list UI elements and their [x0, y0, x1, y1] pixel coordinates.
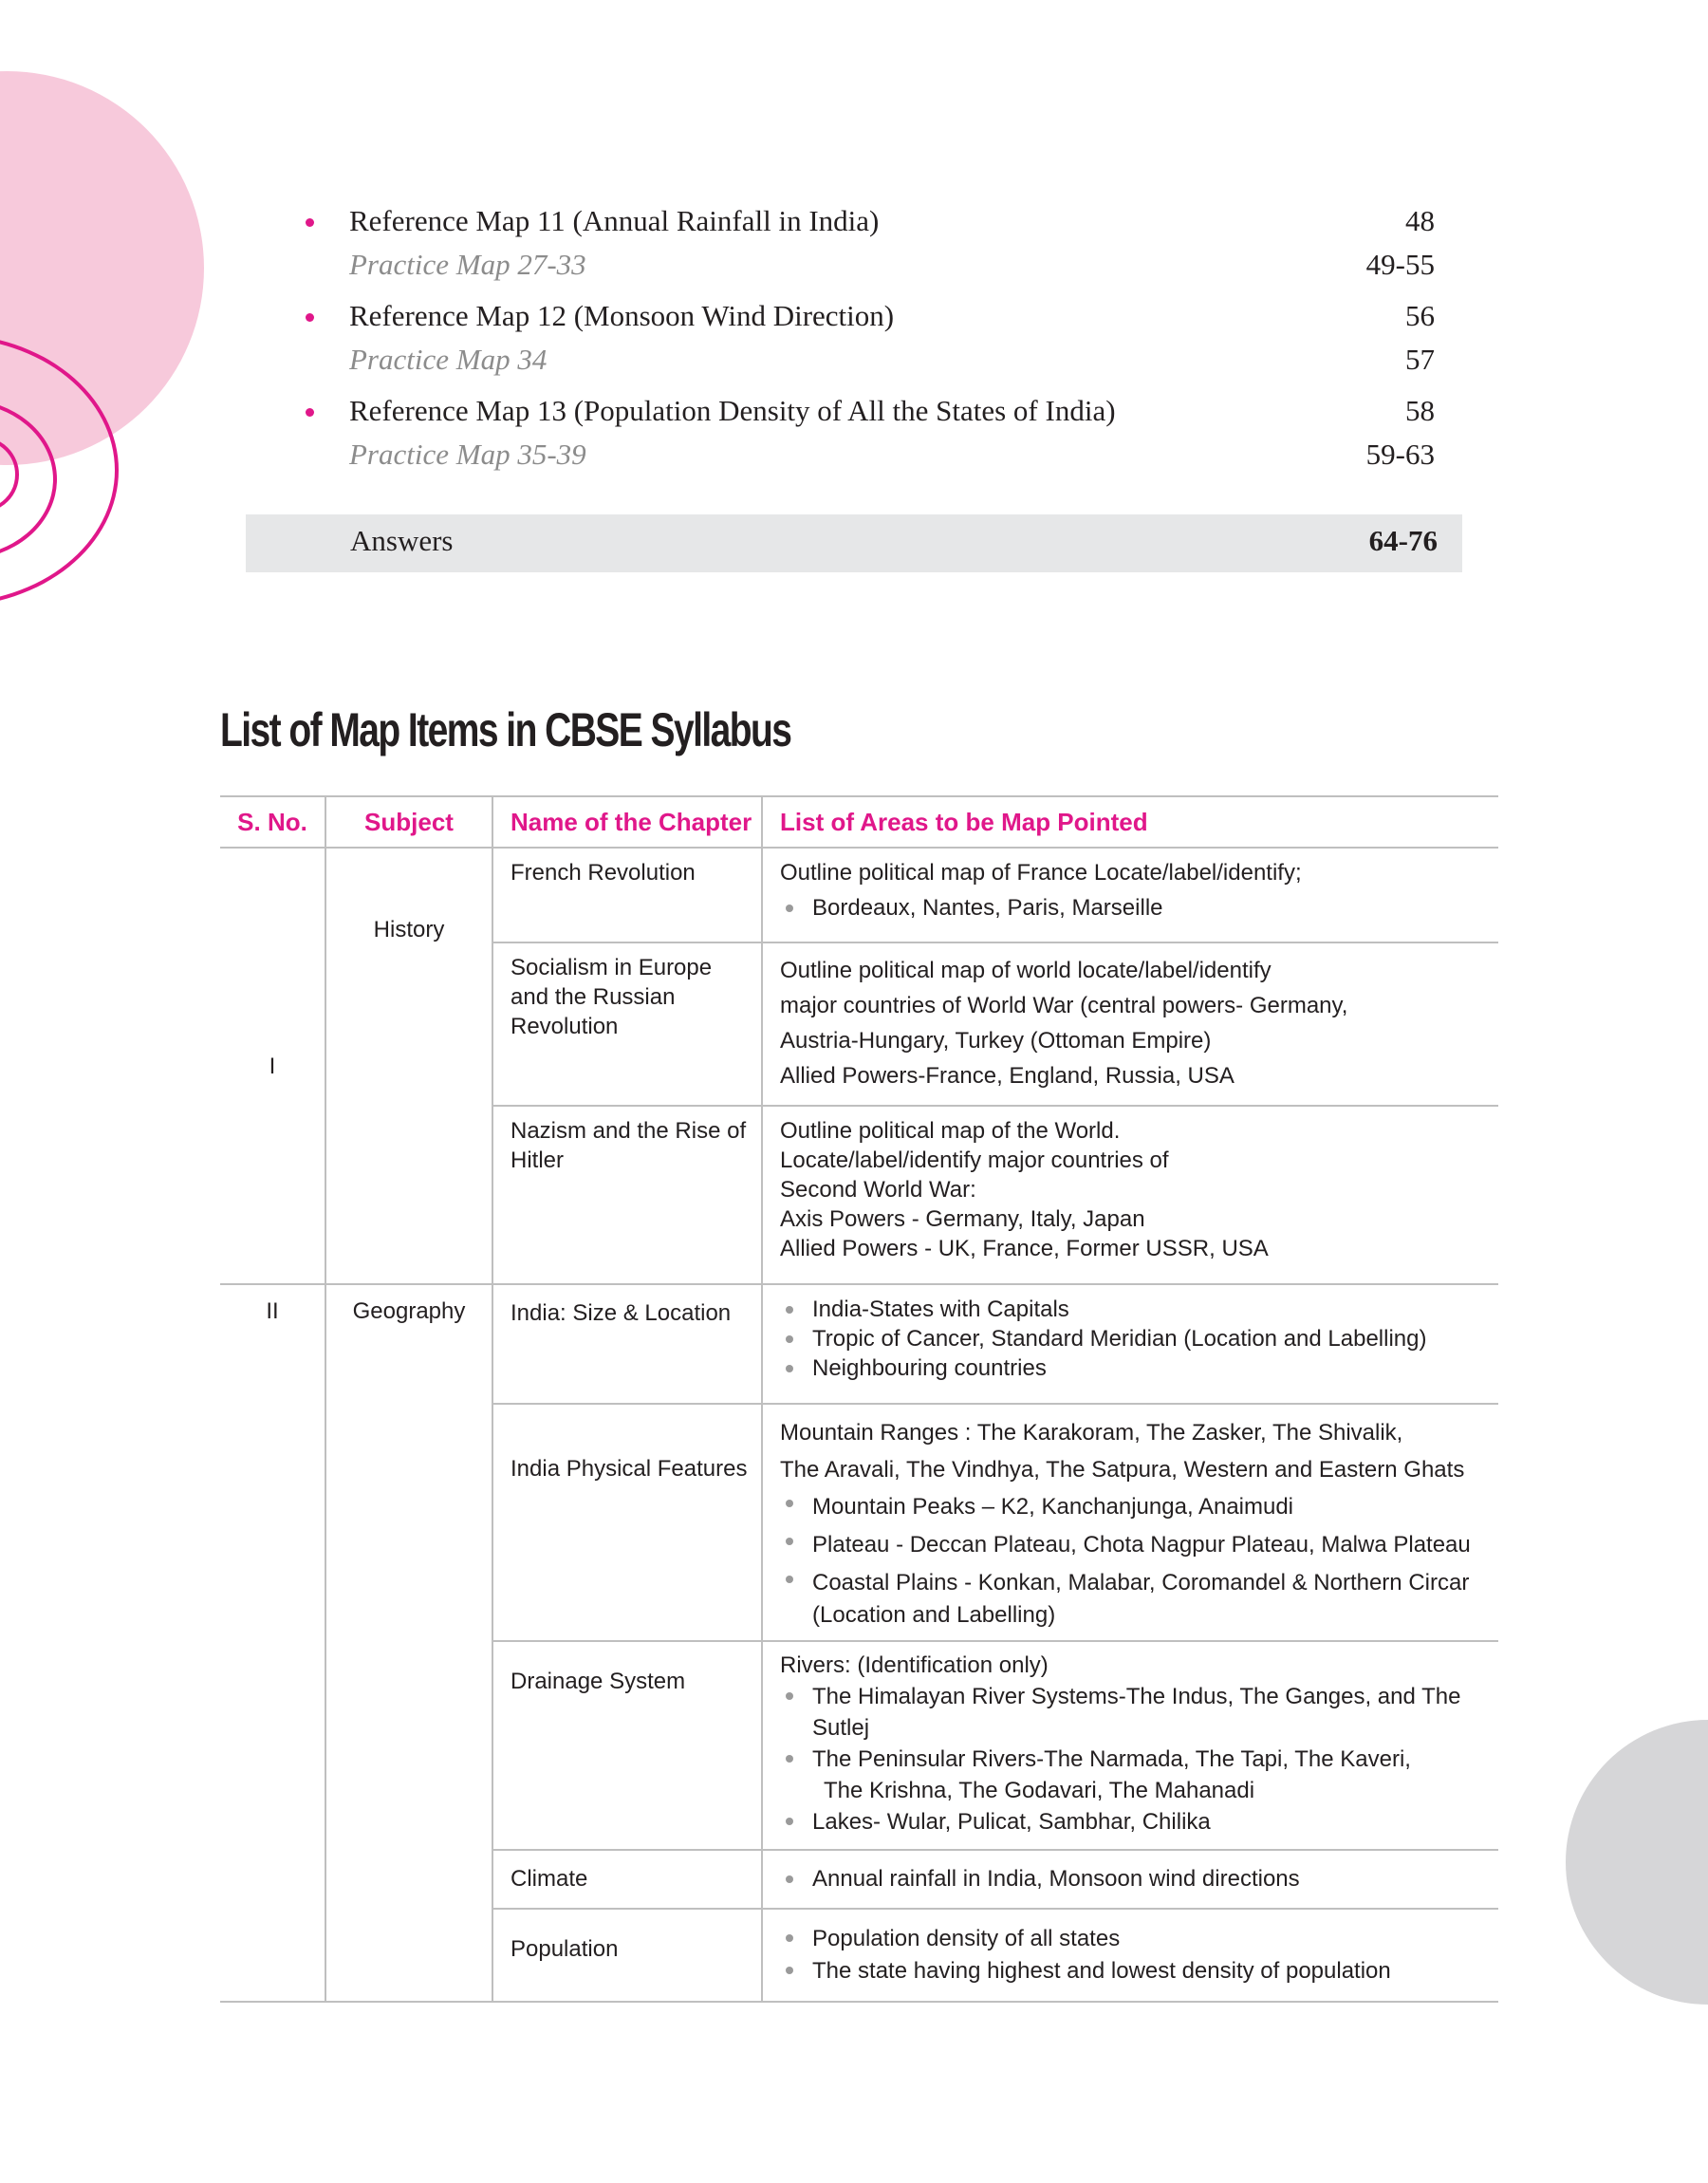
areas-cell — [762, 1909, 1498, 2002]
chapter-cell: French Revolution — [492, 848, 762, 942]
map-items-table — [220, 795, 1498, 2003]
area-line: Austria-Hungary, Turkey (Ottoman Empire) — [780, 1028, 1212, 1054]
area-line: major countries of World War (central powers- Germany, — [780, 993, 1348, 1018]
toc-item-practice-map-27-33[interactable] — [247, 243, 1433, 287]
section-title: List of Map Items in CBSE Syllabus — [220, 703, 791, 756]
toc-page-number: 49-55 — [1365, 248, 1435, 281]
area-line: The Aravali, The Vindhya, The Satpura, Western and Eastern Ghats — [780, 1457, 1465, 1483]
areas-cell — [762, 1284, 1498, 1404]
toc-page-number: 57 — [1405, 343, 1435, 376]
area-line: Allied Powers - UK, France, Former USSR, USA — [780, 1236, 1269, 1261]
answers-page-number: 64-76 — [1368, 524, 1438, 557]
toc-label: Reference Map 13 (Population Density of All the States of India) — [349, 394, 1116, 427]
header-sno: S. No. — [220, 796, 325, 848]
area-line: Outline political map of the World. — [780, 1118, 1121, 1144]
header-areas: List of Areas to be Map Pointed — [762, 796, 1498, 848]
area-bullet: Coastal Plains - Konkan, Malabar, Coromandel & Northern Circar — [780, 1564, 1485, 1602]
area-line: Mountain Ranges : The Karakoram, The Zasker, The Shivalik, — [780, 1420, 1403, 1446]
area-bullet: Annual rainfall in India, Monsoon wind directions — [780, 1864, 1485, 1894]
chapter-cell: Population — [492, 1909, 762, 2002]
area-line: Locate/label/identify major countries of — [780, 1147, 1169, 1173]
area-bullet: The Peninsular Rivers-The Narmada, The Tapi, The Kaveri, — [780, 1744, 1485, 1775]
area-bullet: Population density of all states — [780, 1923, 1485, 1955]
area-continuation: (Location and Labelling) — [812, 1602, 1056, 1628]
header-chapter: Name of the Chapter — [492, 796, 762, 848]
toc-label: Reference Map 11 (Annual Rainfall in India) — [349, 204, 880, 237]
chapter-cell: Socialism in Europe and the Russian Revolution — [492, 942, 762, 1106]
area-bullet: The state having highest and lowest density of population — [780, 1955, 1485, 1987]
decorative-grey-circle — [1566, 1720, 1708, 2005]
area-bullet: Lakes- Wular, Pulicat, Sambhar, Chilika — [780, 1806, 1485, 1838]
toc-item-practice-map-35-39[interactable] — [247, 433, 1433, 476]
areas-cell — [762, 1641, 1498, 1850]
area-bullet: India-States with Capitals — [780, 1295, 1485, 1324]
area-bullet: The Himalayan River Systems-The Indus, The Ganges, and The Sutlej — [780, 1681, 1485, 1744]
table-header-row — [220, 796, 1498, 848]
area-bullet: Plateau - Deccan Plateau, Chota Nagpur Plateau, Malwa Plateau — [780, 1526, 1485, 1564]
table-row — [220, 1284, 1498, 1404]
toc-label: Practice Map 35-39 — [349, 438, 586, 471]
chapter-cell: Climate — [492, 1850, 762, 1909]
area-line: Outline political map of world locate/label/identify — [780, 958, 1272, 983]
areas-cell — [762, 1106, 1498, 1284]
toc-page-number: 59-63 — [1365, 438, 1435, 471]
area-line: Rivers: (Identification only) — [780, 1652, 1049, 1678]
toc-item-reference-map-13[interactable] — [247, 389, 1433, 433]
area-line: Axis Powers - Germany, Italy, Japan — [780, 1206, 1145, 1232]
toc-page-number: 56 — [1405, 299, 1435, 332]
areas-cell — [762, 942, 1498, 1106]
area-bullet: Mountain Peaks – K2, Kanchanjunga, Anaimudi — [780, 1488, 1485, 1526]
toc-label: Practice Map 34 — [349, 343, 548, 376]
toc-page-number: 48 — [1405, 204, 1435, 237]
area-bullet: Tropic of Cancer, Standard Meridian (Location and Labelling) — [780, 1324, 1485, 1353]
chapter-cell: India: Size & Location — [492, 1284, 762, 1404]
area-line: Allied Powers-France, England, Russia, USA — [780, 1063, 1235, 1089]
area-line: Outline political map of France Locate/label/identify; — [780, 860, 1302, 886]
table-of-contents — [247, 199, 1433, 476]
header-subject: Subject — [325, 796, 492, 848]
toc-label: Practice Map 27-33 — [349, 248, 586, 281]
area-line: Second World War: — [780, 1177, 976, 1203]
table-row — [220, 848, 1498, 942]
toc-label: Reference Map 12 (Monsoon Wind Direction) — [349, 299, 895, 332]
toc-item-practice-map-34[interactable] — [247, 338, 1433, 382]
toc-item-reference-map-11[interactable] — [247, 199, 1433, 243]
areas-cell — [762, 1404, 1498, 1641]
bullet-icon — [306, 408, 314, 417]
chapter-cell: Drainage System — [492, 1641, 762, 1850]
subject-cell: Geography — [325, 1284, 492, 2002]
areas-cell — [762, 848, 1498, 942]
answers-label: Answers — [350, 524, 454, 557]
toc-page-number: 58 — [1405, 394, 1435, 427]
chapter-cell: India Physical Features — [492, 1404, 762, 1641]
area-bullet: Neighbouring countries — [780, 1353, 1485, 1383]
toc-item-answers[interactable] — [246, 514, 1462, 572]
area-bullet: Bordeaux, Nantes, Paris, Marseille — [780, 893, 1485, 923]
sno-cell: II — [220, 1284, 325, 2002]
areas-cell — [762, 1850, 1498, 1909]
subject-cell: History — [325, 848, 492, 1284]
bullet-icon — [306, 218, 314, 227]
bullet-icon — [306, 313, 314, 322]
area-continuation: The Krishna, The Godavari, The Mahanadi — [824, 1778, 1255, 1803]
toc-item-reference-map-12[interactable] — [247, 294, 1433, 338]
sno-cell: I — [220, 848, 325, 1284]
chapter-cell: Nazism and the Rise of Hitler — [492, 1106, 762, 1284]
